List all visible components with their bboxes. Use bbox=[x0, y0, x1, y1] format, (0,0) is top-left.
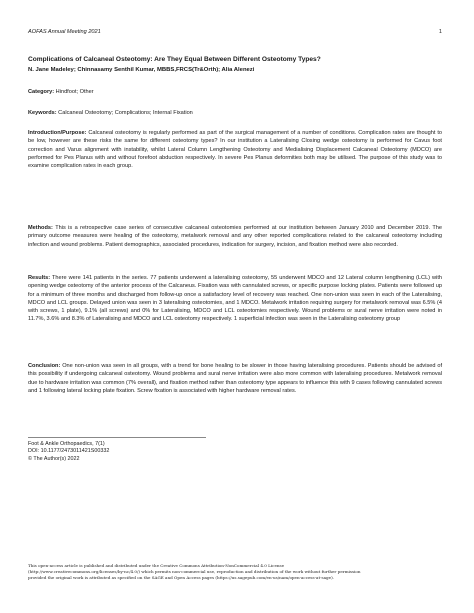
keywords-label: Keywords: bbox=[28, 110, 57, 116]
page-header bbox=[28, 26, 442, 38]
introduction-text: Calcaneal osteotomy is regularly performed as part of the surgical management of a number of conditions. Complication rates are thought to be low, however are these risks the same for different osteotomy types? In our institution a Lateralising Closing wedge osteotomy is performed for Cavus foot correction and Varus alignment with instability, whilst Lateral Column Lengthening Osteotomy and Medialising Displacement Calcaneal Osteotomy (MDCO) are performed for Pes Planus with and without forefoot abduction respectively. In severe Pes Planus deformities both may be utilised. The purpose of this study was to examine complication rates in each group. bbox=[28, 130, 442, 170]
license-line-3: provided the original work is attributed as specified on the SAGE and Open Access pages (https://us.sagepub.com/en-us/nam/open-access-at-sage). bbox=[28, 574, 334, 580]
citation-copyright: © The Author(s) 2022 bbox=[28, 455, 80, 462]
results-text: There were 141 patients in the series. 77 patients underwent a lateralising osteotomy, 55 underwent MDCO and 12 Lateral column lengthening (LCL) with opening wedge osteotomy of the anterior process of the Calcaneus. Fixation was with cannulated screws, or specific purpose locking plates. Patients were followed up for a minimum of three months and discharged from follow-up once a satisfactory level of recovery was reached. One non-union was seen in each of the Lateralising, MDCO and LCL groups. Delayed union was seen in 3 lateralising osteotomies, and 1 MDCO. Metalwork irritation requiring surgery for metalwork removal was 6.5% (4 with screws, 1 plate), 9.1% (all screws) and 0% for Lateralising, MDCO and LCL osteotomies respectively. Wound problems or sural nerve irritation were noted in 11.7%, 3.6% and 8.3% of Lateralising and MDCO and LCL osteotomy respectively. 1 superficial infection was seen in the Lateralising osteotomy group bbox=[28, 275, 442, 323]
keywords-section bbox=[28, 109, 442, 117]
category-value: Hindfoot; Other bbox=[55, 89, 94, 95]
conclusion-text: One non-union was seen in all groups, with a trend for bone healing to be slower in those having lateralising procedures. Patients should be advised of this possibility if undergoing calcaneal osteotomy. Wound problems and sural nerve irritation were also more common with lateralising procedures. Metalwork removal due to hardware irritation was common (7% overall), and fixation method rather than osteotomy type appears to influence this with 9 cases following cannulated screws and 1 following lateral locking plate fixation. Screw fixation is associated with higher hardware removal rates. bbox=[28, 363, 443, 394]
meeting-name: AOFAS Annual Meeting 2021 bbox=[28, 29, 101, 35]
keywords-value: Calcaneal Osteotomy; Complications; Internal Fixation bbox=[58, 110, 193, 116]
page-number: 1 bbox=[438, 29, 442, 35]
abstract-page bbox=[28, 26, 442, 601]
footnote-divider bbox=[28, 437, 206, 438]
introduction-section bbox=[28, 129, 442, 170]
results-section bbox=[28, 274, 442, 324]
conclusion-label: Conclusion: bbox=[28, 363, 61, 369]
citation-block bbox=[28, 441, 328, 463]
category-section bbox=[28, 88, 442, 96]
citation-doi: DOI: 10.1177/2473011421S00332 bbox=[28, 448, 110, 455]
license-line-2: (http://www.creativecommons.org/licenses/by-nc/4.0/) which permits non-commercial use, reproduction and distribution of the work without further permission bbox=[28, 568, 361, 574]
results-label: Results: bbox=[28, 275, 51, 281]
methods-label: Methods: bbox=[28, 225, 53, 231]
category-label: Category: bbox=[28, 89, 55, 95]
citation-journal: Foot & Ankle Orthopaedics, 7(1) bbox=[28, 441, 105, 447]
license-line-1: This open-access article is published and distributed under the Creative Commons Attribution-NonCommercial 4.0 License bbox=[28, 563, 285, 568]
methods-section bbox=[28, 224, 442, 249]
introduction-label: Introduction/Purpose: bbox=[28, 130, 87, 136]
article-authors: N. Jane Madeley; Chinnasamy Senthil Kumar, MBBS,FRCS(Tr&Orth); Alia Alenezi bbox=[28, 67, 255, 73]
conclusion-section bbox=[28, 362, 442, 395]
article-title: Complications of Calcaneal Osteotomy: Are They Equal Between Different Osteotomy Types? bbox=[28, 56, 321, 63]
license-notice bbox=[28, 563, 442, 580]
methods-text: This is a retrospective case series of consecutive calcaneal osteotomies performed at our institution between January 2010 and December 2019. The primary outcome measures were healing of the osteotomy, metalwork removal and any other reported complications related to the calcaneal osteotomy including infection and wound problems. Patient demographics, associated procedures, indication for surgery, incision, and fixation method were also recorded. bbox=[28, 225, 443, 248]
